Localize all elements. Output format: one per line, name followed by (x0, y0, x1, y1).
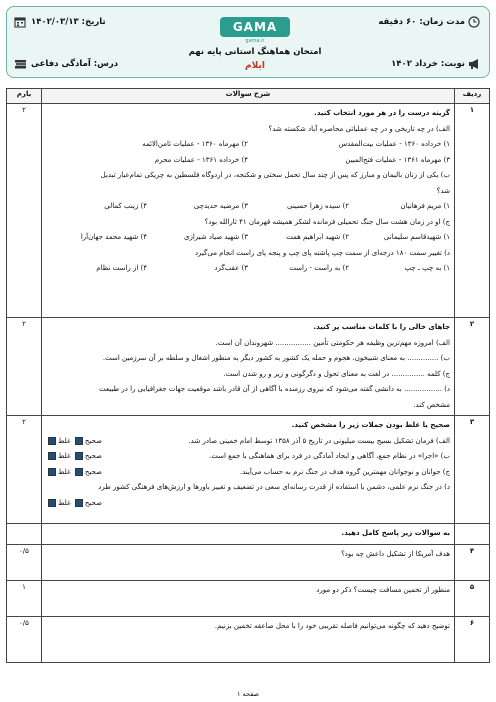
exam-date: تاریخ: ۱۴۰۲/۰۳/۱۳ (31, 17, 106, 27)
section-row (7, 524, 490, 545)
page-footer: صفحه ۱ (236, 690, 260, 698)
col-score-header: بارم (7, 89, 42, 104)
question-part-a: الف) در چه تاریخی و در چه عملیاتی محاصره آباد شکسته شد؟ (268, 124, 450, 133)
option[interactable]: ۱) به چپ ـ چپ (404, 264, 450, 272)
question-row-3 (7, 416, 490, 524)
false-checkbox[interactable] (48, 452, 56, 460)
false-label: غلط (58, 452, 71, 460)
question-number: ۱ (455, 104, 490, 318)
true-false-item (46, 449, 450, 465)
option[interactable]: ۱) خرداده ۱۳۶۰ - عملیات بیت‌المقدس (338, 140, 450, 148)
option[interactable]: ۲) شهید ابراهیم همت (286, 233, 349, 241)
true-false-choices (46, 465, 102, 481)
question-row-6 (7, 616, 490, 662)
true-checkbox[interactable] (75, 437, 83, 445)
question-number: ۵ (455, 580, 490, 616)
option[interactable]: ۴) شهید محمد جهان‌آرا (80, 233, 147, 241)
false-checkbox[interactable] (48, 468, 56, 476)
option[interactable]: ۴) خرداده ۱۳۶۱ - عملیات محرم (154, 155, 248, 164)
true-false-item (46, 465, 450, 481)
option[interactable]: ۱) مریم فرهانیان (400, 202, 450, 210)
table-header-row (7, 89, 490, 104)
question-row-5 (7, 580, 490, 616)
true-checkbox[interactable] (75, 468, 83, 476)
true-false-item (46, 434, 450, 450)
option[interactable]: ۳) شهید صیاد شیرازی (183, 233, 248, 241)
subject-label: درس: آمادگی دفاعی (31, 59, 119, 69)
true-label: صحیح (84, 498, 102, 507)
true-label: صحیح (84, 467, 102, 476)
fill-blank-item: ب) .............. به معنای شبیخون، هجوم و حمله یک کشور به کشور دیگر به منظور اشغال و سلطه بر آن سرزمین است. (102, 354, 450, 362)
question-score: ۲ (7, 318, 42, 416)
false-label: غلط (58, 498, 71, 507)
megaphone-icon (467, 58, 481, 70)
false-checkbox[interactable] (48, 437, 56, 445)
questions-table (6, 88, 490, 663)
question-row-4 (7, 544, 490, 580)
true-checkbox[interactable] (75, 452, 83, 460)
col-question-header: شرح سوالات (42, 89, 455, 104)
option[interactable]: ۳) مرضیه حدیدچی (193, 202, 248, 210)
option[interactable]: ۱) شهیدقاسم سلیمانی (383, 233, 450, 241)
question-body (42, 318, 455, 416)
question-part-c: ج) او در زمان هشت سال جنگ تحمیلی فرمانده لشکر همیشه قهرمان ۴۱ ثارالله بود؟ (204, 217, 450, 226)
true-label: صحیح (84, 452, 102, 460)
option[interactable]: ۴) زینب کمالی (104, 202, 147, 210)
option[interactable]: ۴) از راست نظام (96, 264, 147, 272)
true-false-choices (46, 434, 102, 450)
fill-blank-item: الف) امروزه مهم‌ترین وظیفه هر حکومتی تأمین ................ شهروندان آن است. (215, 338, 450, 347)
option[interactable]: ۲) مهرماه ۱۳۶۰ - عملیات ثامن‌الائمه (142, 140, 248, 148)
question-number: ۳ (455, 416, 490, 524)
false-label: غلط (58, 467, 71, 476)
option[interactable]: ۳) عقب‌گرد (214, 264, 248, 272)
statement: الف) فرمان تشکیل بسیج بیست میلیونی در تاریخ ۵ آذر ۱۳۵۸ توسط امام خمینی صادر شد. (188, 436, 450, 445)
option[interactable]: ۲) سیده زهرا حسینی (286, 202, 349, 210)
question-number: ۴ (455, 544, 490, 580)
question-title: گزینه درست را در هر مورد انتخاب کنید. (314, 109, 450, 117)
question-score: ۱ (7, 580, 42, 616)
true-false-choices (46, 496, 102, 512)
true-false-item (46, 496, 450, 512)
question-number: ۲ (455, 318, 490, 416)
question-title: صحیح یا غلط بودن جملات زیر را مشخص کنید. (291, 421, 450, 429)
duration-label: مدت زمان: ۶۰ دقیقه (378, 17, 465, 27)
question-score (7, 524, 42, 545)
site-url: gama.ir (245, 38, 265, 44)
exam-header (6, 6, 490, 78)
province-name: ایلام (245, 61, 265, 71)
clock-icon (467, 16, 481, 28)
books-icon (13, 58, 27, 70)
options-row (46, 137, 450, 153)
question-part-b: ب) یکی از زنان بالیمان و مبارز که پس از چند سال تحمل سختی و شکنجه، در اردوگاه فلسطین به چریکی تمام‌عیار تبدیل (100, 171, 450, 179)
question-body (42, 104, 455, 318)
question-part-b-cont: شد؟ (436, 186, 450, 195)
question-number: ۶ (455, 616, 490, 662)
question-text: منظور از تخمین مسافت چیست؟ ذکر دو مورد (42, 580, 455, 616)
fill-blank-item-cont: مشخص کند. (413, 400, 450, 409)
true-false-choices (46, 449, 102, 465)
true-label: صحیح (84, 436, 102, 445)
statement: د) در جنگ نرم علمی، دشمن با استفاده از قدرت رسانه‌ای سعی در تضعیف و تغییر باورها و ارزش‌های فرهنگی کشور طرد (98, 483, 450, 491)
true-checkbox[interactable] (75, 499, 83, 507)
statement: ج) جوانان و نوجوانان مهمترین گروه هدف در جنگ نرم به حساب می‌آیند. (239, 467, 450, 476)
col-number-header: ردیف (455, 89, 490, 104)
question-text: هدف آمریکا از تشکیل داعش چه بود؟ (42, 544, 455, 580)
question-row-1 (7, 104, 490, 318)
question-score: ۲ (7, 416, 42, 524)
statement: ب) «اجرا» در نظام جمع، آگاهی و ایجاد آمادگی در فرد برای هماهنگی با جمع است. (209, 452, 450, 460)
options-row (46, 199, 450, 215)
fill-blank-item: د) ................. به دانشی گفته می‌شود که نیروی رزمنده با آگاهی از آن قادر باشد موقعیت جهات جغرافیایی را در طبیعت (99, 385, 450, 393)
exam-round: نوبت: خرداد ۱۴۰۲ (391, 59, 465, 69)
question-part-d: د) تغییر سمت ۱۸۰ درجه‌ای از سمت چپ پاشنه پای چپ و پنجه پای راست انجام می‌گیرد (194, 248, 450, 257)
calendar-icon (13, 16, 27, 28)
site-logo: GAMA (220, 17, 290, 37)
options-row (46, 153, 450, 169)
question-row-2 (7, 318, 490, 416)
false-checkbox[interactable] (48, 499, 56, 507)
exam-title: امتحان هماهنگ استانی پایه نهم (188, 47, 322, 57)
fill-blank-item: ج) کلمه ............... در لغت به معنای تحول و دگرگونی و زیر و رو شدن است. (223, 369, 450, 378)
question-score: ۲ (7, 104, 42, 318)
question-body (42, 416, 455, 524)
question-text: توضیح دهید که چگونه می‌توانیم فاصله تقریبی خود را با محل صاعقه تخمین بزنیم. (42, 616, 455, 662)
section-title: به سوالات زیر پاسخ کامل دهید. (42, 524, 455, 545)
question-number (455, 524, 490, 545)
question-title: جاهای خالی را با کلمات مناسب پر کنید. (313, 323, 450, 331)
option[interactable]: ۳) مهرماه ۱۳۶۱ - عملیات فتح‌المبین (345, 155, 450, 164)
false-label: غلط (58, 436, 71, 445)
options-row (46, 230, 450, 246)
question-score: ۰/۵ (7, 544, 42, 580)
options-row (46, 261, 450, 277)
question-score: ۰/۵ (7, 616, 42, 662)
option[interactable]: ۲) به راست - راست (289, 264, 349, 272)
